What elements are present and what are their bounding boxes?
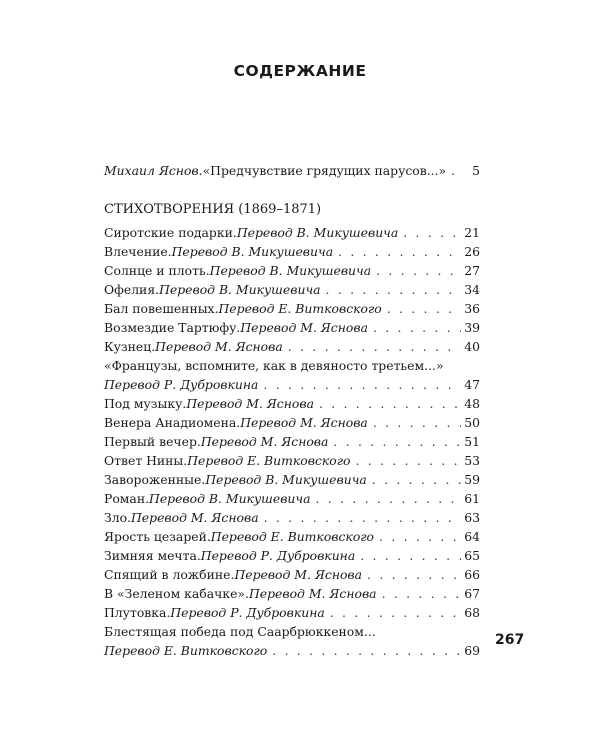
dot-leader: [372, 470, 461, 489]
entry-translator: Перевод М. Яснова: [248, 586, 377, 601]
entry-page: 59: [464, 472, 480, 487]
dot-leader: [330, 603, 461, 622]
entry-title: В «Зеленом кабачке».: [104, 586, 249, 601]
page-title: СОДЕРЖАНИЕ: [233, 62, 367, 80]
entry-page: 26: [464, 244, 480, 259]
entry-title: Солнце и плоть.: [104, 263, 210, 278]
dot-leader: [264, 508, 462, 527]
dot-leader: [355, 451, 461, 470]
entry-page: 69: [464, 643, 480, 658]
entry-page: 36: [464, 301, 480, 316]
toc-entry[interactable]: [104, 318, 480, 337]
entry-title: Сиротские подарки.: [104, 225, 237, 240]
entry-translator: Перевод Р. Дубровкина: [104, 377, 259, 392]
entry-translator: Перевод Е. Витковского: [187, 453, 351, 468]
section-heading: СТИХОТВОРЕНИЯ (1869–1871): [104, 202, 322, 217]
entry-translator: Перевод В. Микушевича: [205, 472, 367, 487]
entry-page: 51: [464, 434, 480, 449]
toc-entry[interactable]: [104, 356, 480, 375]
entry-page: 68: [464, 605, 480, 620]
dot-leader: [263, 375, 461, 394]
entry-page: 40: [464, 339, 480, 354]
entry-page: 48: [464, 396, 480, 411]
entry-title: Первый вечер.: [104, 434, 201, 449]
entry-title: Влечение.: [104, 244, 172, 259]
entry-translator: Перевод М. Яснова: [131, 510, 259, 525]
entry-translator: Перевод В. Микушевича: [209, 263, 372, 278]
entry-title: Ответ Нины.: [104, 453, 188, 468]
entry-title: Офелия.: [104, 282, 160, 297]
entry-page: 53: [464, 453, 480, 468]
toc-entry[interactable]: [104, 223, 480, 242]
entry-page: 34: [464, 282, 480, 297]
toc-entry[interactable]: [104, 413, 480, 432]
toc-entry[interactable]: [104, 394, 480, 413]
entry-title: Венера Анадиомена.: [104, 415, 241, 430]
entry-page: 61: [464, 491, 480, 506]
entry-title: Кузнец.: [104, 339, 156, 354]
toc-entry[interactable]: [104, 280, 480, 299]
entry-translator: Перевод Р. Дубровкина: [170, 605, 325, 620]
toc-entry[interactable]: [104, 584, 480, 603]
intro-separator: .: [198, 163, 203, 178]
dot-leader: [379, 527, 461, 546]
dot-leader: [338, 242, 461, 261]
intro-page: 5: [472, 163, 480, 178]
intro-title: «Предчувствие грядущих парусов...»: [202, 163, 447, 178]
toc-entry[interactable]: [104, 489, 480, 508]
entry-translator: Перевод М. Яснова: [186, 396, 314, 411]
dot-leader: [373, 413, 461, 432]
dot-leader: [319, 394, 461, 413]
entry-title: Бал повешенных.: [104, 301, 219, 316]
entry-title: Спящий в ложбине.: [104, 567, 235, 582]
entry-title: Возмездие Тартюфу.: [104, 320, 241, 335]
entry-translator: Перевод В. Микушевича: [171, 244, 334, 259]
page-number: 267: [495, 632, 525, 648]
entry-translator: Перевод В. Микушевича: [159, 282, 321, 297]
entry-translator: Перевод М. Яснова: [240, 320, 368, 335]
dot-leader: [360, 546, 461, 565]
entry-page: 63: [464, 510, 480, 525]
dot-leader: [451, 161, 463, 180]
entry-translator: Перевод Е. Витковского: [104, 643, 268, 658]
dot-leader: [382, 584, 462, 603]
toc-intro-entry[interactable]: [104, 161, 480, 180]
entry-translator: Перевод М. Яснова: [240, 415, 368, 430]
entry-page: 27: [464, 263, 480, 278]
entry-title: Роман.: [104, 491, 150, 506]
entry-title: Под музыку.: [104, 396, 187, 411]
dot-leader: [272, 641, 461, 660]
dot-leader: [333, 432, 461, 451]
toc-entry[interactable]: [104, 299, 480, 318]
entry-title: Зимняя мечта.: [104, 548, 201, 563]
dot-leader: [387, 299, 462, 318]
intro-author: Михаил Яснов: [104, 163, 199, 178]
toc-entry[interactable]: [104, 470, 480, 489]
toc-entry[interactable]: [104, 527, 480, 546]
entry-title: Блестящая победа под Саарбрюккеном...: [104, 624, 376, 639]
entry-translator: Перевод В. Микушевича: [149, 491, 311, 506]
entry-title: Плутовка.: [104, 605, 171, 620]
toc-entry[interactable]: [104, 242, 480, 261]
toc-entry[interactable]: [104, 375, 480, 394]
entry-page: 65: [464, 548, 480, 563]
toc-entry[interactable]: [104, 508, 480, 527]
dot-leader: [288, 337, 461, 356]
dot-leader: [373, 318, 461, 337]
dot-leader: [367, 565, 461, 584]
dot-leader: [403, 223, 461, 242]
toc-entry[interactable]: [104, 641, 480, 660]
entry-page: 64: [464, 529, 480, 544]
dot-leader: [326, 280, 462, 299]
toc-entry[interactable]: [104, 603, 480, 622]
toc-entry[interactable]: [104, 337, 480, 356]
toc-entry[interactable]: [104, 451, 480, 470]
dot-leader: [316, 489, 462, 508]
entry-page: 66: [464, 567, 480, 582]
toc-entry[interactable]: [104, 546, 480, 565]
toc-entry[interactable]: [104, 261, 480, 280]
toc-entry[interactable]: [104, 622, 480, 641]
entry-page: 50: [464, 415, 480, 430]
entry-title: «Французы, вспомните, как в девяносто третьем...»: [104, 358, 444, 373]
entry-page: 67: [464, 586, 480, 601]
entry-translator: Перевод М. Яснова: [200, 434, 329, 449]
toc-entry[interactable]: [104, 432, 480, 451]
entry-page: 39: [464, 320, 480, 335]
entry-page: 47: [464, 377, 480, 392]
entry-translator: Перевод М. Яснова: [155, 339, 283, 354]
toc-entry[interactable]: [104, 565, 480, 584]
entry-translator: Перевод М. Яснова: [234, 567, 363, 582]
dot-leader: [376, 261, 461, 280]
entry-translator: Перевод Р. Дубровкина: [200, 548, 356, 563]
entry-page: 21: [464, 225, 480, 240]
entry-title: Ярость цезарей.: [104, 529, 211, 544]
entry-title: Завороженные.: [104, 472, 206, 487]
entry-translator: Перевод Е. Витковского: [218, 301, 382, 316]
entry-translator: Перевод Е. Витковского: [210, 529, 375, 544]
entry-translator: Перевод В. Микушевича: [236, 225, 399, 240]
entry-title: Зло.: [104, 510, 131, 525]
